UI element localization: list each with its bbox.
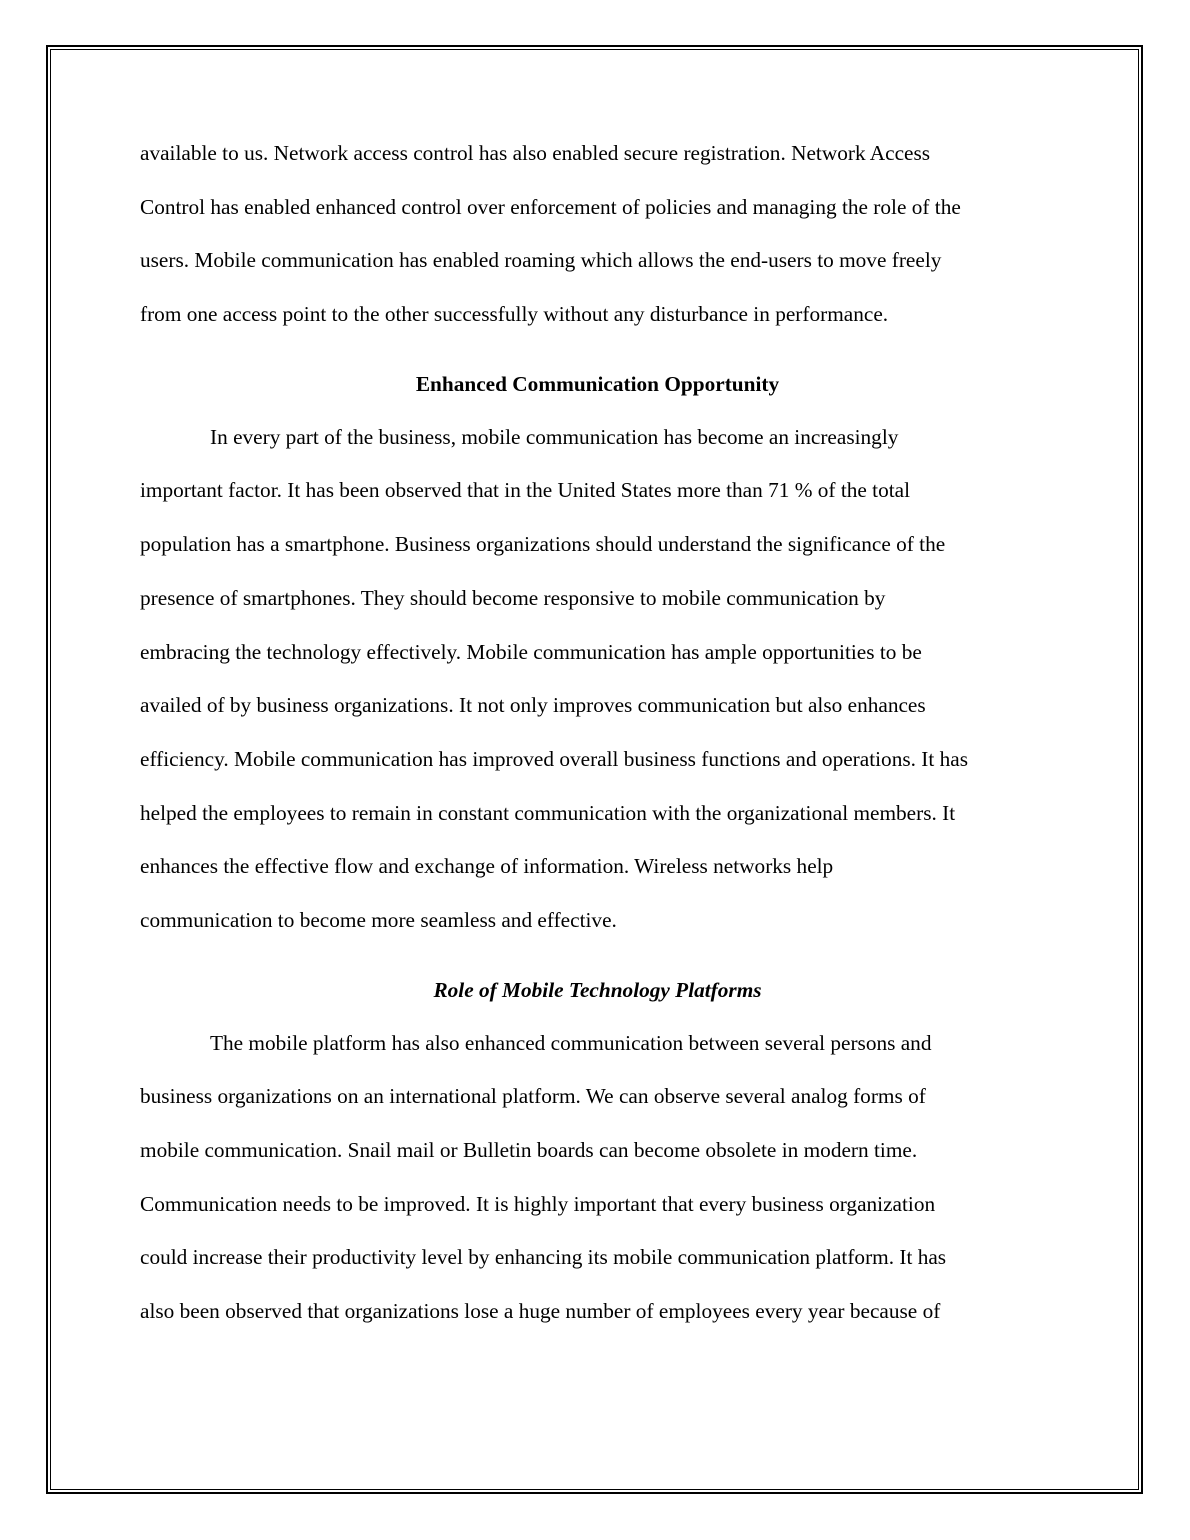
- paragraph-line: helped the employees to remain in constant communication with the organizational members. It: [140, 800, 956, 825]
- section-paragraph-enhanced-communication: [140, 411, 1055, 948]
- section-paragraph-mobile-platforms: [140, 1017, 1055, 1339]
- paragraph-line: also been observed that organizations lose a huge number of employees every year because of: [140, 1299, 941, 1324]
- paragraph-line: mobile communication. Snail mail or Bulletin boards can become obsolete in modern time.: [140, 1138, 918, 1162]
- paragraph-line: from one access point to the other successfully without any disturbance in performance.: [140, 302, 889, 327]
- paragraph-line: availed of by business organizations. It not only improves communication but also enhances: [140, 693, 926, 718]
- paragraph-line: could increase their productivity level by enhancing its mobile communication platform. It has: [140, 1245, 947, 1270]
- paragraph-line: The mobile platform has also enhanced communication between several persons and: [210, 1030, 932, 1055]
- paragraph-line: embracing the technology effectively. Mobile communication has ample opportunities to be: [140, 639, 922, 664]
- document-body: [140, 127, 1055, 1339]
- paragraph-line: business organizations on an international platform. We can observe several analog forms of: [140, 1084, 926, 1109]
- paragraph-line: available to us. Network access control has also enabled secure registration. Network Access: [140, 141, 931, 165]
- paragraph-line: important factor. It has been observed that in the United States more than 71 % of the total: [140, 478, 911, 503]
- paragraph-line: presence of smartphones. They should become responsive to mobile communication by: [140, 585, 886, 610]
- paragraph-line: In every part of the business, mobile communication has become an increasingly: [210, 424, 899, 449]
- intro-paragraph: [140, 127, 1055, 342]
- paragraph-line: efficiency. Mobile communication has improved overall business functions and operations. It has: [140, 746, 969, 771]
- section-heading-enhanced-communication: Enhanced Communication Opportunity: [415, 371, 780, 396]
- paragraph-line: Communication needs to be improved. It is highly important that every business organization: [140, 1191, 936, 1216]
- section-heading-mobile-platforms: Role of Mobile Technology Platforms: [433, 977, 762, 1002]
- paragraph-line: communication to become more seamless and effective.: [140, 907, 617, 932]
- paragraph-line: Control has enabled enhanced control over enforcement of policies and managing the role of the: [140, 194, 961, 219]
- paragraph-line: users. Mobile communication has enabled roaming which allows the end-users to move freely: [140, 248, 942, 273]
- paragraph-line: population has a smartphone. Business organizations should understand the significance of the: [140, 532, 946, 557]
- paragraph-line: enhances the effective flow and exchange of information. Wireless networks help: [140, 854, 834, 879]
